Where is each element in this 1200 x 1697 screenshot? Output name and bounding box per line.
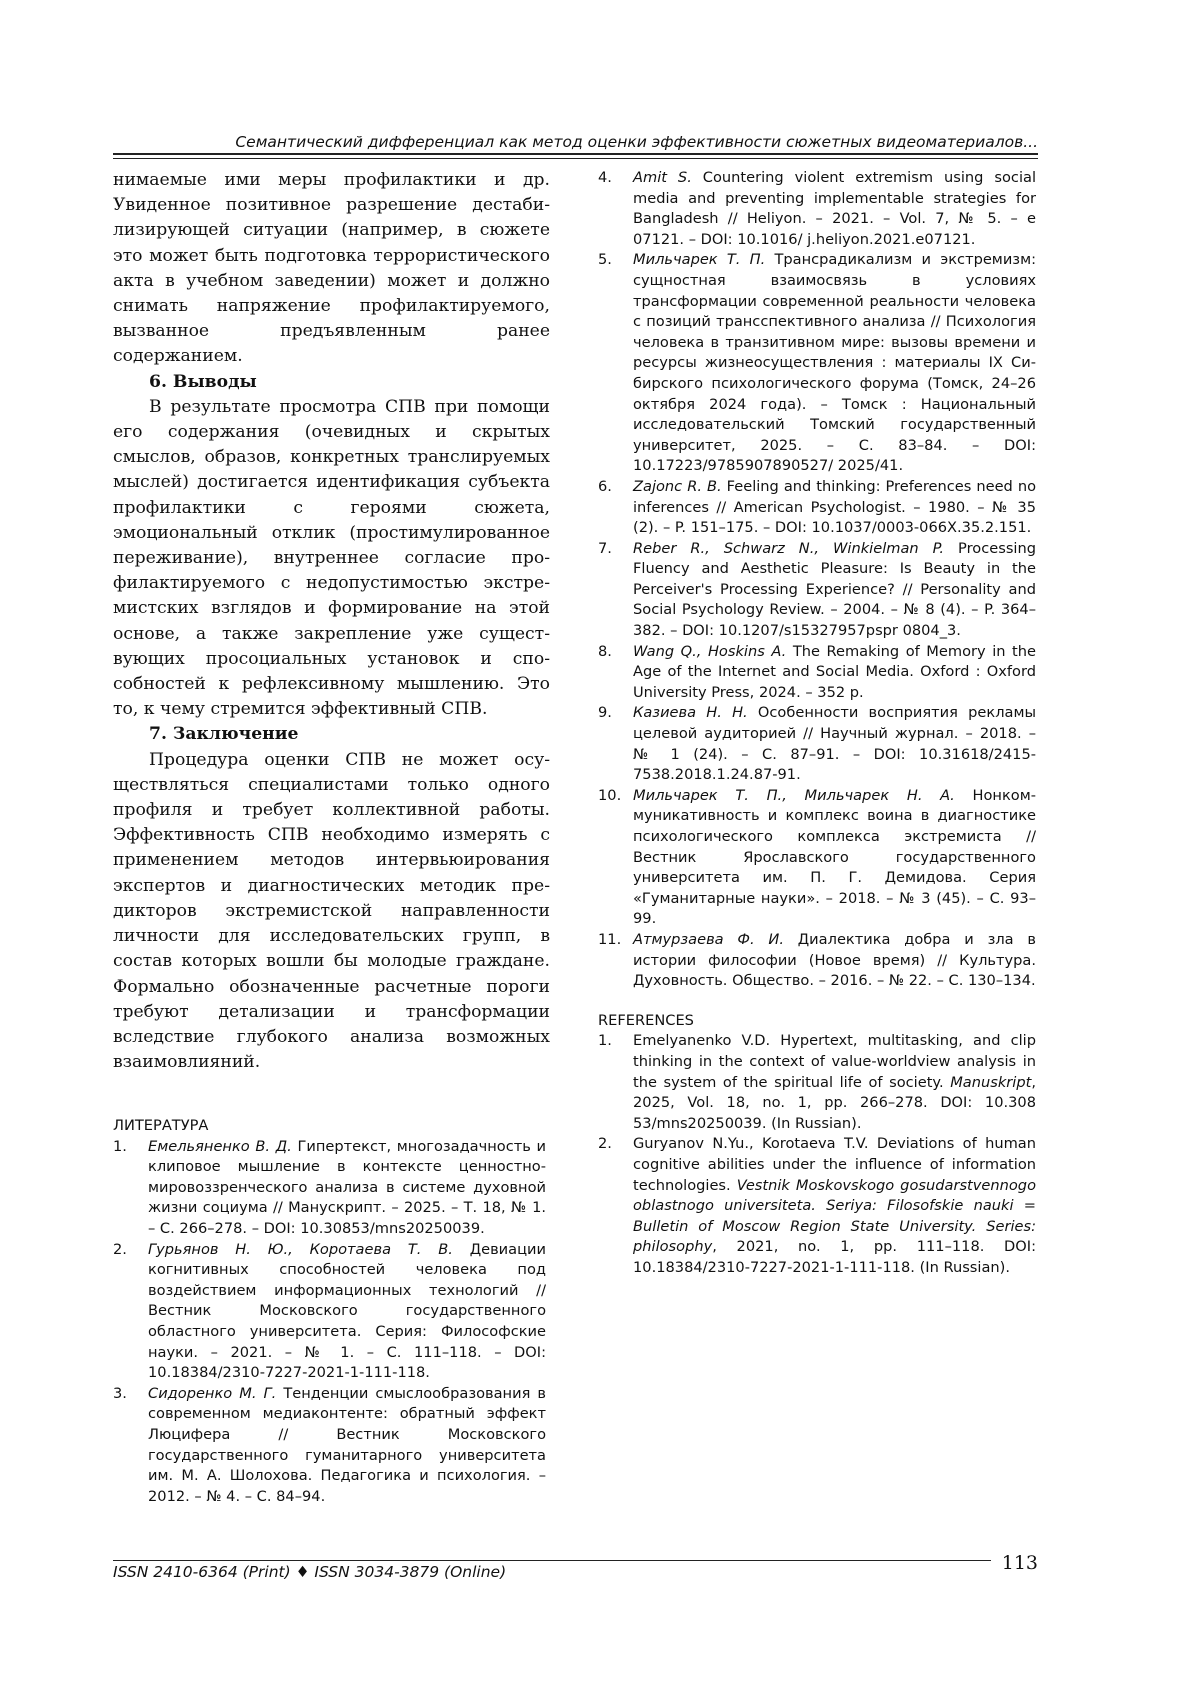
reference-item	[113, 1137, 546, 1240]
reference-number: 1.	[598, 1032, 612, 1050]
reference-item	[598, 1031, 1036, 1134]
reference-number: 5.	[598, 251, 612, 269]
reference-journal: Vestnik Moskovskogo gosudarstvennogo oblastnogo universiteta. Seriya: Filosofskie nauki = Bulletin of Moscow Region State University. Series: philosophy	[633, 1176, 1036, 1256]
reference-item	[113, 1240, 546, 1384]
body-column-left	[113, 168, 550, 1075]
reference-number: 8.	[598, 642, 612, 660]
section-6-paragraph: В результате просмотра СПВ при помощи его содержания (очевидных и скрытых смыслов, образов, конкретных транслируемых мыслей) достигается идентификация субъекта профилактики с героями сюжета, эмоциональный отклик (простимулированное переживание), внутреннее согласие профилактируемого с недопустимостью экстремистских взглядов и формирование на этой основе, а также закрепление уже существующих просоциальных установок и способностей к рефлексивному мышлению. Это то, к чему стремится эффективный СПВ.	[113, 396, 550, 720]
literature-list-part2	[598, 168, 1036, 992]
issn-line: ISSN 2410-6364 (Print) ♦ ISSN 3034-3879 (Online)	[113, 1563, 507, 1581]
reference-author: Мильчарек Т. П., Мильчарек Н. А.	[633, 786, 955, 804]
literature-heading: ЛИТЕРАТУРА	[113, 1117, 209, 1134]
reference-number: 6.	[598, 477, 612, 495]
reference-author: Zajonc R. B.	[633, 477, 722, 495]
reference-author: Reber R., Schwarz N., Winkielman P.	[633, 539, 945, 557]
reference-item	[598, 642, 1036, 704]
reference-author: Amit S.	[633, 169, 692, 186]
reference-author: Wang Q., Hoskins A.	[633, 642, 787, 660]
reference-text: Нонкоммуникативность и комплекс воина в диагностике психологического комплекса экстремиста // Вестник Ярославского государственного университета им. П. Г. Демидова. Серия «Гуманитарные науки». – 2018. – № 3 (45). – С. 93–99.	[633, 786, 1036, 928]
reference-text: Emelyanenko V.D. Hypertext, multitasking, and clip thinking in the context of value-worldview analysis in the system of the spiritual life of society.	[633, 1032, 1036, 1091]
reference-text: Гипертекст, многозадачность и клиповое мышление в контексте ценностно-мировоззренческого анализа в системе духовной жизни социума // Манускрипт. – 2025. – Т. 18, № 1. – С. 266–278. – DOI: 10.30853/mns20250039.	[148, 1137, 546, 1237]
reference-text: Guryanov N.Yu., Korotaeva T.V. Deviations of human cognitive abilities under the influence of information technologies.	[633, 1135, 1036, 1194]
section-7-paragraph: Процедура оценки СПВ не может осуществляться специалистами только одного профиля и требует коллективной работы. Эффективность СПВ необходимо измерять с применением методов интервьюирования экспертов и диагностических методик предикторов экстремистской направленности личности для исследовательских групп, в состав которых вошли бы молодые граждане. Формально обозначенные расчетные пороги требуют детализации и трансформации вследствие глубокого анализа возможных взаимовлияний.	[113, 749, 550, 1073]
reference-text: Feeling and thinking: Preferences need no inferences // American Psychologist. – 1980. – № 35 (2). – P. 151–175. – DOI: 10.1037/0003-066X.35.2.151.	[633, 477, 1036, 537]
paragraph-continued: нимаемые ими меры профилактики и др. Увиденное позитивное разрешение дестабилизирующей ситуации (например, в сюжете это может быть подготовка террористического акта в учебном заведении) может и должно снимать напряжение профилактируемого, вызванное предъявленным ранее содержанием.	[113, 170, 550, 367]
reference-text: The Remaking of Memory in the Age of the Internet and Social Media. Oxford : Oxford University Press, 2024. – 352 p.	[633, 642, 1037, 701]
reference-number: 4.	[598, 169, 612, 186]
reference-item	[598, 786, 1036, 930]
reference-details: , 2025, Vol. 18, no. 1, pp. 266–278. DOI: 10.308 53/mns20250039. (In Russian).	[633, 1073, 1036, 1132]
reference-text: Трансрадикализм и экстремизм: сущностная взаимосвязь в условиях трансформации современной реальности человека с позиций трансспективного анализа // Психология человека в транзитивном мире: вызовы времени и ресурсы жизнеосуществления : материалы IX Сибирского психологического форума (Томск, 24–26 октября 2024 года). – Томск : Национальный исследовательский Томский государственный университет, 2025. – С. 83–84. – DOI: 10.17223/9785907890527/ 2025/41.	[633, 251, 1036, 475]
reference-author: Гурьянов Н. Ю., Коротаева Т. В.	[148, 1240, 453, 1258]
reference-text: Диалектика добра и зла в истории философии (Новое время) // Культура. Духовность. Общество. – 2016. – № 22. – С. 130–134.	[633, 930, 1037, 990]
reference-number: 9.	[598, 704, 612, 722]
reference-text: Девиации когнитивных способностей человека под воздействием информационных технологий // Вестник Московского государственного областного университета. Серия: Философские науки. – 2021. – № 1. – С. 111–118. – DOI: 10.18384/2310-7227-2021-1-111-118.	[148, 1240, 547, 1382]
reference-item	[598, 539, 1036, 642]
reference-number: 11.	[598, 930, 622, 948]
reference-item	[598, 250, 1036, 477]
reference-number: 7.	[598, 539, 612, 557]
reference-author: Емельяненко В. Д.	[148, 1137, 292, 1155]
reference-text: Processing Fluency and Aesthetic Pleasure: Is Beauty in the Perceiver's Processing Experience? // Personality and Social Psychology Review. – 2004. – № 8 (4). – P. 364–382. – DOI: 10.1207/s15327957pspr 0804_3.	[633, 539, 1036, 640]
reference-item	[598, 168, 1036, 250]
reference-item	[598, 703, 1036, 785]
footer-rule	[113, 1560, 991, 1561]
page-number: 113	[1001, 1552, 1038, 1574]
header-rule-thin	[113, 158, 1038, 159]
reference-journal: Manuskript	[950, 1073, 1032, 1091]
reference-number: 3.	[113, 1384, 127, 1402]
reference-number: 2.	[598, 1135, 612, 1153]
references-list	[598, 1031, 1036, 1278]
references-heading: REFERENCES	[598, 1011, 694, 1029]
reference-author: Мильчарек Т. П.	[633, 251, 766, 269]
reference-text: Особенности восприятия рекламы целевой аудиторией // Научный журнал. – 2018. – № 1 (24). – С. 87–91. – DOI: 10.31618/2415-7538.2018.1.24.87-91.	[633, 704, 1036, 784]
reference-item	[598, 930, 1036, 992]
literature-list-part1	[113, 1137, 546, 1508]
reference-author: Казиева Н. Н.	[633, 704, 748, 722]
reference-text: Countering violent extremism using social media and preventing implementable strategies for Bangladesh // Heliyon. – 2021. – Vol. 7, № 5. – e 07121. – DOI: 10.1016/ j.heliyon.2021.e07121.	[633, 169, 1036, 248]
section-7-heading: 7. Заключение	[149, 724, 299, 745]
reference-author: Сидоренко М. Г.	[148, 1384, 277, 1402]
section-6-heading: 6. Выводы	[149, 371, 257, 392]
header-rule	[113, 153, 1038, 155]
reference-item	[598, 1134, 1036, 1278]
references-section	[598, 1011, 1036, 1279]
literature-section-right	[598, 168, 1036, 1278]
reference-text: Тенденции смыслообразования в современном медиаконтенте: обратный эффект Люцифера // Вестник Московского государственного гуманитарного университета им. М. А. Шолохова. Педагогика и психология. – 2012. – № 4. – С. 84–94.	[148, 1384, 546, 1505]
reference-number: 10.	[598, 786, 622, 804]
reference-number: 2.	[113, 1240, 127, 1258]
reference-number: 1.	[113, 1137, 127, 1155]
reference-item	[598, 477, 1036, 539]
reference-details: , 2021, no. 1, pp. 111–118. DOI: 10.18384/2310-7227-2021-1-111-118. (In Russian).	[633, 1238, 1036, 1276]
reference-author: Атмурзаева Ф. И.	[633, 930, 784, 948]
reference-item	[113, 1384, 546, 1508]
running-title: Семантический дифференциал как метод оценки эффективности сюжетных видеоматериалов...	[235, 133, 1038, 151]
literature-section-left	[113, 1116, 546, 1507]
